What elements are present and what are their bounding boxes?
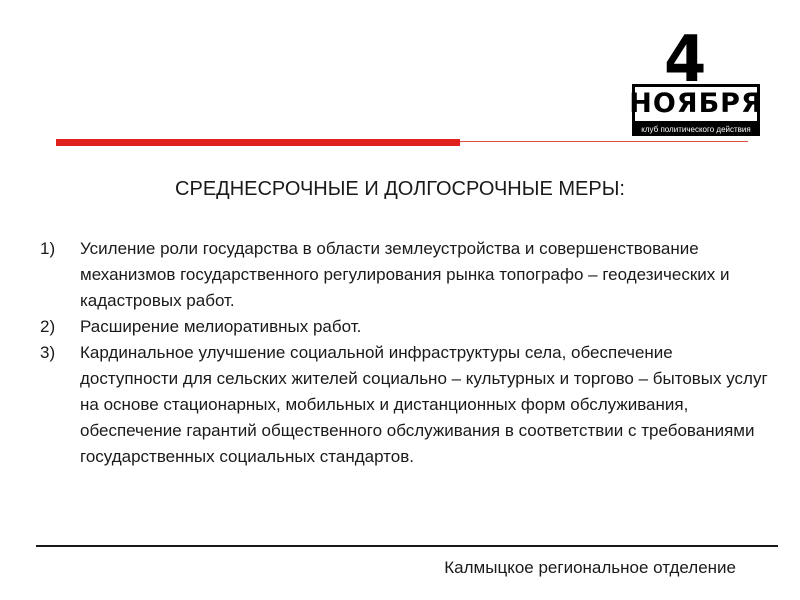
footer-organization: Калмыцкое региональное отделение (444, 558, 736, 577)
measures-list (40, 236, 770, 470)
list-item-number: 2) (40, 317, 56, 336)
red-accent-bar (56, 139, 460, 146)
list-item (40, 340, 770, 470)
thin-accent-line (460, 141, 748, 142)
list-item-text: Кардинальное улучшение социальной инфраструктуры села, обеспечение доступности для сельских жителей социально – культурных и торгово – бытовых услуг на основе стационарных, мобильных и дистанционных форм обслуживания, обеспечение гарантий общественного обслуживания в соответствии с требованиями государственных социальных стандартов. (80, 343, 768, 466)
logo-number: 4 (664, 23, 705, 97)
slide-title: СРЕДНЕСРОЧНЫЕ И ДОЛГОСРОЧНЫЕ МЕРЫ: (175, 178, 625, 200)
club-logo (628, 23, 764, 136)
footer-divider (36, 545, 778, 547)
list-item-number: 1) (40, 239, 56, 258)
list-item (40, 236, 770, 314)
list-item-text: Расширение мелиоративных работ. (80, 317, 362, 336)
logo-word: НОЯБРЯ (629, 88, 763, 119)
logo-word-box (629, 84, 763, 124)
list-item-text: Усиление роли государства в области землеустройства и совершенствование механизмов государственного регулирования рынка топографо – геодезических и кадастровых работ. (80, 239, 730, 310)
list-item (40, 314, 770, 340)
logo-tagline: клуб политического действия (632, 124, 760, 136)
list-item-number: 3) (40, 343, 56, 362)
